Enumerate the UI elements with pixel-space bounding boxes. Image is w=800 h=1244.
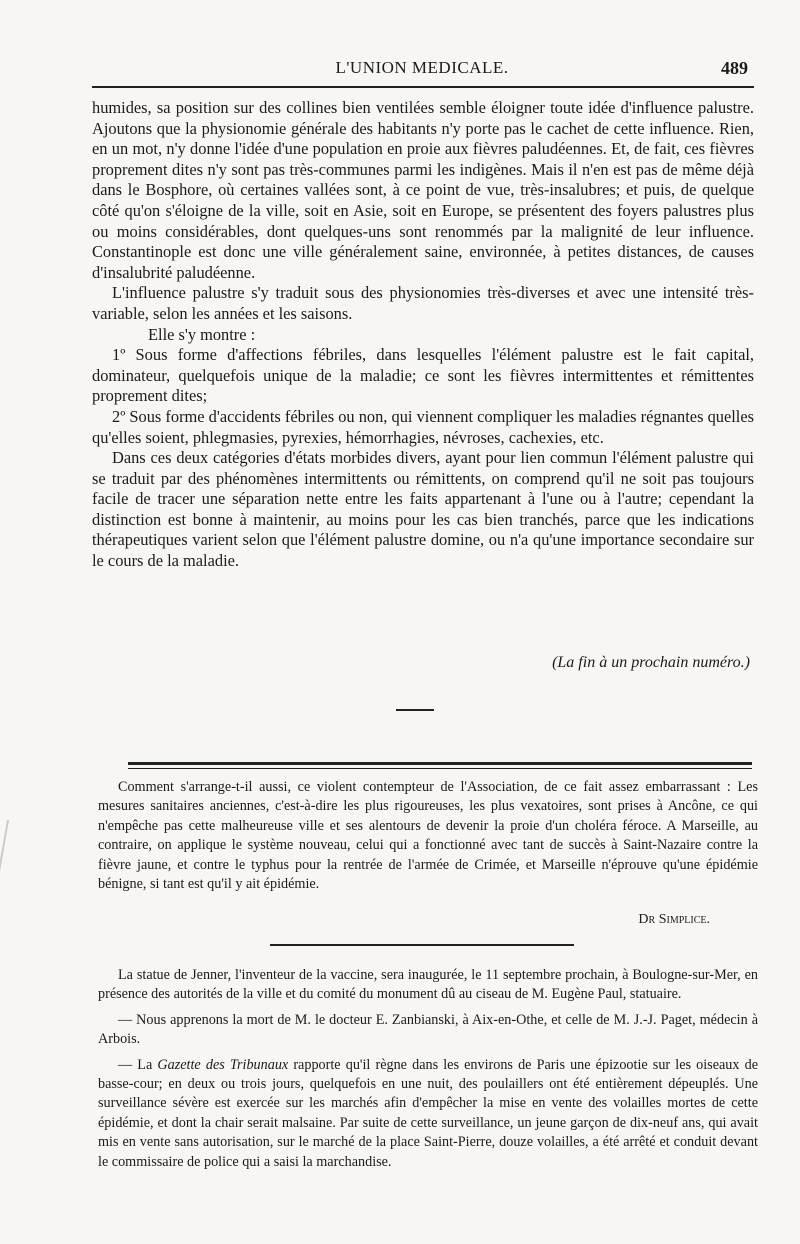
- page-number: 489: [721, 58, 748, 78]
- article-paragraph-4: 1º Sous forme d'affections fébriles, dans lesquelles l'élément palustre est le fait capital, dominateur, quelquefois unique de la maladie; ce sont les fièvres intermittentes et rémittentes proprement dites;: [92, 345, 754, 406]
- article-body: [92, 98, 754, 572]
- news-item-prefix: — La: [118, 1056, 158, 1073]
- news-divider: [270, 944, 574, 946]
- news-item-deaths: — Nous apprenons la mort de M. le docteur E. Zanbianski, à Aix-en-Othe, et celle de M. J.-J. Paget, médecin à Arbois.: [98, 1011, 758, 1048]
- feuilleton-rule-bottom: [128, 768, 752, 769]
- article-paragraph-6: Dans ces deux catégories d'états morbides divers, ayant pour lien commun l'élément palustre qui se traduit par des phénomènes intermittents ou rémittents, on comprend qu'il ne soit pas toujours facile de tracer une séparation nette entre les faits appartenant à l'une ou à l'autre; cependant la distinction est bonne à maintenir, au moins pour les cas bien tranchés, parce que les indications thérapeutiques varient selon que l'élément palustre domine, ou n'a qu'une importance secondaire sur le cours de la maladie.: [92, 448, 754, 571]
- continuation-note: (La fin à un prochain numéro.): [552, 654, 750, 671]
- article-paragraph-2: L'influence palustre s'y traduit sous des physionomies très-diverses et avec une intensité très-variable, selon les années et les saisons.: [92, 283, 754, 323]
- article-paragraph-3: Elle s'y montre :: [148, 324, 256, 344]
- short-divider: [396, 709, 434, 711]
- feuilleton-text: Comment s'arrange-t-il aussi, ce violent contempteur de l'Association, de ce fait assez embarrassant : Les mesures sanitaires anciennes, c'est-à-dire les plus rigoureuses, les plus vexatoires, sont prises à Ancône, ce qui n'empêche pas cette malheureuse ville et ses alentours de devenir la proie d'un choléra féroce. A Marseille, au contraire, on applique le système nouveau, celui qui a fonctionné avec tant de succès à Saint-Nazaire contre la fièvre jaune, et contre le typhus pour la rentrée de l'armée de Crimée, et Marseille n'éprouve qu'une épidémie bénigne, si tant est qu'il y ait épidémie.: [98, 779, 758, 893]
- feuilleton-section: [98, 778, 758, 894]
- article-paragraph-5: 2º Sous forme d'accidents fébriles ou non, qui viennent compliquer les maladies régnantes quelles qu'elles soient, phlegmasies, pyrexies, hémorrhagies, névroses, cachexies, etc.: [92, 406, 754, 447]
- news-section: [98, 966, 758, 1172]
- gazette-title: Gazette des Tribunaux: [157, 1056, 289, 1073]
- signature: Dr Simplice.: [638, 912, 710, 927]
- news-item-epizootie: [98, 1056, 758, 1172]
- paper-mark: [0, 820, 49, 900]
- article-paragraph-1: humides, sa position sur des collines bien ventilées semble éloigner toute idée d'influence palustre. Ajoutons que la physionomie générale des habitants n'y porte pas le cachet de cette influence. Rien, en un mot, n'y donne l'idée d'une population en proie aux fièvres paludéennes. Et, de fait, ces fièvres proprement dites n'y sont pas très-communes parmi les indigènes. Mais il n'en est pas de même déjà dans le Bosphore, où certaines vallées sont, à ce point de vue, très-insalubres; et puis, de quelque côté qu'on s'éloigne de la ville, soit en Asie, soit en Europe, se présentent des foyers palustres plus ou moins considérables, dont quelques-uns sont renommés par la malignité de leur influence. Constantinople est donc une ville généralement saine, environnée, à petites distances, de causes d'insalubrité paludéenne.: [92, 98, 754, 282]
- header-rule: [92, 86, 754, 88]
- news-item-jenner: La statue de Jenner, l'inventeur de la vaccine, sera inaugurée, le 11 septembre prochain, à Boulogne-sur-Mer, en présence des autorités de la ville et du comité du monument dû au ciseau de M. Eugène Paul, statuaire.: [98, 967, 758, 1003]
- news-item-text: rapporte qu'il règne dans les environs de Paris une épizootie sur les oiseaux de basse-cour; en deux ou trois jours, quelquefois en une nuit, des poulaillers ont été entièrement dépeuplés. Une surveillance sévère est exercée sur les marchés afin d'empêcher la mise en vente des volailles mortes de cette épidémie, et dont la chair serait malsaine. Par suite de cette surveillance, un jeune garçon de dix-neuf ans, qui avait mis en vente sans autorisation, sur le marché de la place Saint-Pierre, douze volailles, a été arrêté et conduit devant le commissaire de police qui a saisi la marchandise.: [98, 1056, 758, 1170]
- feuilleton-rule-top: [128, 762, 752, 765]
- journal-title: L'UNION MEDICALE.: [335, 58, 509, 77]
- page-header: [92, 54, 752, 84]
